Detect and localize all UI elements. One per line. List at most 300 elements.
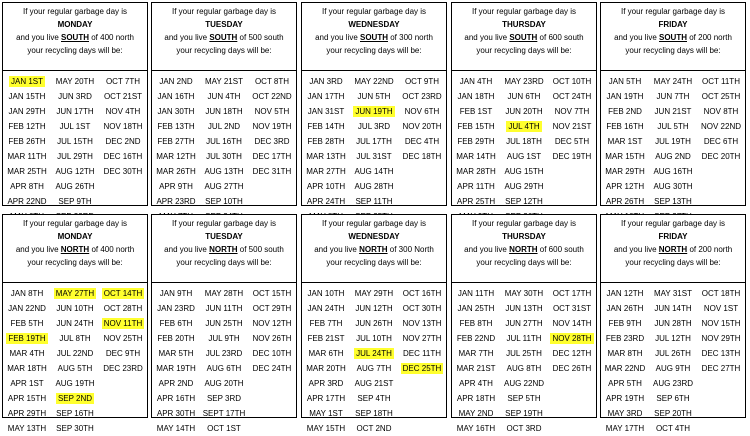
date-row [3,134,147,149]
date-text: AUG 14TH [354,167,394,176]
recycling-date [302,107,350,116]
recycling-date [649,167,697,176]
recycling-date [99,349,147,358]
date-row [302,406,446,421]
recycling-date [452,122,500,131]
date-text: MAR 27TH [306,167,346,176]
date-row [452,119,596,134]
recycling-date [200,424,248,433]
location-prefix: and you live [613,245,659,254]
date-text: SEPT 17TH [202,409,246,418]
date-text: SEP 4TH [357,394,391,403]
date-text: SEP 30TH [56,424,94,433]
date-text: DEC 6TH [703,137,739,146]
recycling-date [398,334,446,343]
date-text: NOV 27TH [402,334,442,343]
date-row [152,316,296,331]
recycling-date [99,319,147,328]
date-text: OCT 16TH [402,289,442,298]
recycling-dates-list [302,71,446,224]
garbage-day-label: THURSDAY [502,232,546,241]
date-text: MAY 27TH [55,289,95,298]
date-text: DEC 10TH [252,349,292,358]
recycling-date [152,304,200,313]
recycling-date [649,77,697,86]
direction-label: NORTH [359,245,388,254]
recycling-date [500,289,548,298]
recycling-date [649,137,697,146]
recycling-date [152,289,200,298]
recycling-date [548,92,596,101]
recycling-date [649,349,697,358]
date-text: DEC 23RD [103,364,143,373]
date-text [420,378,424,389]
date-text: APR 1ST [10,379,44,388]
recycling-date [601,349,649,358]
header-line-recycling: your recycling days will be: [476,46,572,55]
recycling-date [601,409,649,418]
recycling-date [3,304,51,313]
panel-header [3,3,147,71]
date-row [3,89,147,104]
recycling-date [248,152,296,161]
date-text: FEB 20TH [157,334,195,343]
recycling-date [248,409,296,418]
date-text: MAR 13TH [306,152,346,161]
date-text: JAN 12TH [606,289,644,298]
date-text: JAN 8TH [10,289,44,298]
date-text: MAR 18TH [7,364,47,373]
schedule-panel-monday-south [2,2,148,206]
date-row [152,421,296,436]
recycling-date [649,122,697,131]
recycling-date [697,409,745,418]
header-line-recycling: your recycling days will be: [326,46,422,55]
header-line-location [601,243,745,256]
panel-header [302,3,446,71]
recycling-date [601,152,649,161]
date-text: DEC 24TH [252,364,292,373]
date-row [152,331,296,346]
recycling-date [152,424,200,433]
recycling-date [200,364,248,373]
date-text: APR 11TH [457,182,495,191]
recycling-date [302,394,350,403]
recycling-date [398,182,446,191]
date-text: DEC 27TH [701,364,741,373]
recycling-date [302,289,350,298]
date-text: JUN 12TH [355,304,393,313]
date-text: JUL 18TH [506,137,542,146]
date-text: MAY 23RD [504,77,544,86]
recycling-date [200,137,248,146]
recycling-date [302,379,350,388]
header-line-recycling: your recycling days will be: [27,46,123,55]
recycling-date [548,107,596,116]
recycling-dates-list [452,71,596,224]
recycling-date [697,289,745,298]
recycling-date [548,409,596,418]
date-text: JUL 29TH [57,152,93,161]
date-row [452,316,596,331]
date-row [452,361,596,376]
date-text [719,181,723,192]
recycling-date [51,424,99,433]
recycling-date [152,394,200,403]
recycling-date [152,319,200,328]
date-text: DEC 30TH [103,167,143,176]
date-text: JAN 4TH [459,77,493,86]
date-row [601,316,745,331]
header-line-garbage-day: If your regular garbage day is [471,219,577,228]
date-text: AUG 5TH [57,364,93,373]
recycling-date [248,424,296,433]
recycling-date [452,77,500,86]
direction-label: SOUTH [209,33,238,42]
date-row [152,361,296,376]
recycling-date [99,334,147,343]
date-text: MAR 28TH [456,167,496,176]
date-text: DEC 11TH [402,349,442,358]
recycling-date [452,364,500,373]
direction-label: NORTH [509,245,538,254]
date-text: MAY 16TH [456,424,496,433]
date-row [152,346,296,361]
date-text: NOV 6TH [404,107,440,116]
date-text: MAY 2ND [458,409,494,418]
date-text: JUN 5TH [357,92,391,101]
recycling-date [548,364,596,373]
date-text: DEC 17TH [252,152,292,161]
schedule-panel-thursday-north [451,214,597,433]
date-row [3,421,147,436]
date-text: JAN 18TH [457,92,495,101]
date-row [152,149,296,164]
date-text: APR 26TH [605,197,645,206]
recycling-date [99,197,147,206]
date-text: JUL 31ST [356,152,392,161]
date-text: MAR 12TH [156,152,196,161]
date-row [452,346,596,361]
date-text: AUG 12TH [55,167,95,176]
date-text: MAY 21ST [205,77,243,86]
recycling-date [3,334,51,343]
recycling-date [302,152,350,161]
date-text: OCT 28TH [103,304,143,313]
recycling-date [3,92,51,101]
date-text [270,196,274,207]
recycling-date [248,379,296,388]
date-text: SEP 5TH [507,394,541,403]
direction-label: NORTH [658,245,688,254]
recycling-date [601,379,649,388]
date-text: MAR 11TH [7,152,47,161]
date-text: FEB 28TH [307,137,345,146]
date-text: FEB 27TH [157,137,195,146]
date-text: MAY 20TH [55,77,95,86]
date-text: JUL 19TH [655,137,691,146]
date-text: DEC 5TH [554,137,590,146]
recycling-date [152,152,200,161]
date-text [270,393,274,404]
recycling-date [350,349,398,358]
header-line-garbage-day: If your regular garbage day is [171,7,277,16]
recycling-date [452,197,500,206]
date-row [3,406,147,421]
date-text: JUL 16TH [206,137,242,146]
recycling-date [3,197,51,206]
recycling-date [152,77,200,86]
date-row [452,74,596,89]
recycling-date [601,289,649,298]
date-row [152,89,296,104]
date-text: DEC 18TH [402,152,442,161]
garbage-day-label: FRIDAY [658,20,688,29]
recycling-date [302,197,350,206]
date-text: JUN 20TH [505,107,543,116]
date-text: APR 25TH [456,197,496,206]
date-text: OCT 21ST [103,92,143,101]
date-row [302,89,446,104]
date-text: JUL 23RD [205,349,243,358]
recycling-date [350,424,398,433]
recycling-date [51,137,99,146]
recycling-date [649,394,697,403]
date-row [452,194,596,209]
date-text: NOV 11TH [103,319,143,328]
date-text: JAN 10TH [307,289,345,298]
date-text: JUN 18TH [205,107,243,116]
header-line-location [452,31,596,44]
date-text: APR 22ND [7,197,47,206]
date-text: JAN 29TH [8,107,46,116]
recycling-dates-list [452,283,596,436]
date-row [601,119,745,134]
recycling-date [398,394,446,403]
recycling-date [200,409,248,418]
recycling-date [398,364,446,373]
location-suffix: of 300 North [387,245,434,254]
date-text [121,196,125,207]
date-text: OCT 18TH [701,289,741,298]
recycling-date [500,424,548,433]
date-text: JAN 11TH [457,289,495,298]
recycling-date [51,364,99,373]
recycling-date [248,167,296,176]
recycling-date [500,409,548,418]
date-text: OCT 1ST [207,424,241,433]
recycling-date [3,77,51,86]
date-text: JUN 28TH [654,319,692,328]
recycling-date [51,334,99,343]
recycling-date [51,379,99,388]
date-text: AUG 29TH [504,182,544,191]
date-text: MAR 21ST [456,364,496,373]
recycling-dates-list [152,283,296,436]
date-text: MAY 30TH [504,289,544,298]
date-text: OCT 22ND [252,92,292,101]
date-row [302,119,446,134]
header-line-recycling: your recycling days will be: [326,258,422,267]
recycling-date [601,107,649,116]
date-text: JUN 13TH [505,304,543,313]
date-text: JUN 7TH [656,92,690,101]
date-text [719,378,723,389]
date-text: JUL 1ST [59,122,91,131]
recycling-date [152,107,200,116]
recycling-date [51,197,99,206]
date-text: MAR 26TH [156,167,196,176]
date-text: JAN 22ND [8,304,46,313]
date-row [452,164,596,179]
date-text: AUG 15TH [504,167,544,176]
date-text: JUN 4TH [207,92,241,101]
recycling-date [51,122,99,131]
recycling-date [99,394,147,403]
recycling-date [452,107,500,116]
recycling-date [601,92,649,101]
date-text [121,181,125,192]
date-text: JUL 24TH [356,349,392,358]
recycling-date [152,349,200,358]
date-text: MAR 7TH [458,349,494,358]
recycling-date [302,304,350,313]
recycling-date [248,364,296,373]
date-text: JAN 24TH [307,304,345,313]
date-text: JUL 5TH [657,122,689,131]
recycling-date [200,304,248,313]
recycling-date [3,364,51,373]
recycling-date [248,304,296,313]
date-text: JUL 26TH [655,349,691,358]
date-text: FEB 5TH [10,319,44,328]
date-text: OCT 24TH [552,92,592,101]
recycling-date [500,122,548,131]
recycling-date [697,424,745,433]
recycling-date [452,394,500,403]
date-text: DEC 25TH [402,364,442,373]
recycling-date [548,334,596,343]
date-row [152,164,296,179]
recycling-date [452,137,500,146]
date-text: DEC 13TH [701,349,741,358]
location-prefix: and you live [464,33,510,42]
recycling-date [452,379,500,388]
date-text: APR 10TH [306,182,346,191]
recycling-date [548,182,596,191]
recycling-date [248,197,296,206]
date-text: AUG 6TH [206,364,242,373]
schedule-panel-friday-south [600,2,746,206]
schedule-panel-tuesday-north [151,214,297,433]
recycling-date [601,319,649,328]
location-prefix: and you live [164,33,210,42]
date-text: NOV 13TH [402,319,442,328]
date-text: JUL 4TH [508,122,540,131]
date-text: OCT 23RD [402,92,442,101]
date-row [452,179,596,194]
date-text: JUL 30TH [206,152,242,161]
date-text: JAN 5TH [608,77,642,86]
recycling-date [248,107,296,116]
recycling-date [500,334,548,343]
recycling-date [3,409,51,418]
date-text: NOV 22ND [700,122,741,131]
date-row [452,134,596,149]
recycling-date [350,394,398,403]
date-text: FEB 8TH [459,319,493,328]
date-row [601,74,745,89]
recycling-date [500,349,548,358]
date-text: DEC 3RD [254,137,290,146]
recycling-date [452,167,500,176]
date-text: MAR 8TH [607,349,643,358]
recycling-date [398,304,446,313]
recycling-date [398,107,446,116]
date-text: NOV 20TH [402,122,442,131]
schedule-panel-wednesday-south [301,2,447,206]
recycling-date [649,364,697,373]
date-text: NOV 19TH [252,122,292,131]
date-text: APR 30TH [156,409,196,418]
recycling-date [452,304,500,313]
date-text: OCT 30TH [402,304,442,313]
date-text: AUG 23RD [652,379,693,388]
recycling-date [99,289,147,298]
date-text: DEC 19TH [552,152,592,161]
recycling-date [152,379,200,388]
date-text: JUL 10TH [356,334,392,343]
date-row [302,164,446,179]
recycling-date [398,289,446,298]
date-row [452,406,596,421]
date-row [601,149,745,164]
recycling-date [500,152,548,161]
date-row [152,179,296,194]
date-text: JAN 2ND [159,77,193,86]
header-line-location [3,31,147,44]
date-text: JUL 15TH [57,137,93,146]
recycling-date [500,137,548,146]
date-row [152,134,296,149]
recycling-date [350,92,398,101]
date-row [3,179,147,194]
date-row [3,194,147,209]
recycling-date [398,152,446,161]
recycling-date [99,92,147,101]
date-text: FEB 14TH [307,122,345,131]
recycling-date [51,152,99,161]
date-row [302,286,446,301]
recycling-date [398,424,446,433]
date-text: OCT 2ND [356,424,392,433]
recycling-date [3,289,51,298]
panel-header [452,215,596,283]
recycling-date [601,182,649,191]
date-text: APR 24TH [306,197,346,206]
date-text: APR 5TH [608,379,642,388]
date-row [152,391,296,406]
panel-header [601,215,745,283]
date-text: JUN 19TH [355,107,393,116]
panel-header [302,215,446,283]
recycling-date [649,152,697,161]
date-text [570,423,574,434]
date-text [121,423,125,434]
date-text: APR 3RD [308,379,344,388]
header-line-recycling: your recycling days will be: [176,258,272,267]
location-suffix: of 200 north [687,245,733,254]
